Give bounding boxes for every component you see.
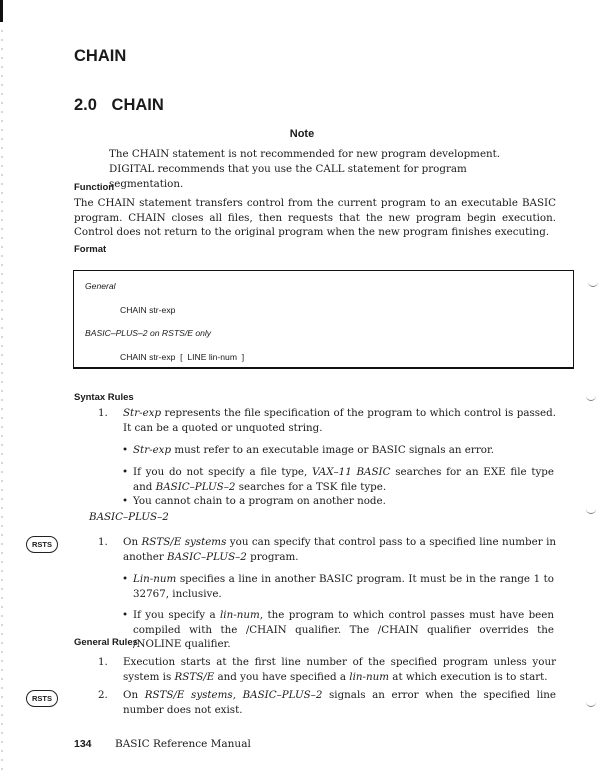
- general-rule-1: [74, 655, 556, 684]
- bullet-icon: •: [122, 573, 129, 585]
- rule-term: lin-num: [349, 670, 390, 683]
- syntax-bullet: [122, 494, 554, 509]
- bullet-text: You cannot chain to a program on another node.: [133, 495, 386, 507]
- rule-term: Str-exp: [123, 407, 162, 419]
- format-box: [73, 270, 574, 369]
- rule-number: 1.: [98, 407, 108, 419]
- rule-text: On: [123, 689, 145, 701]
- bullet-text: searches for an EXE file type and: [133, 466, 554, 493]
- format-general-syntax: CHAIN str-exp: [120, 305, 176, 315]
- bullet-text: must refer to an executable image or BASIC signals an error.: [171, 444, 495, 456]
- rule-text: and you have specified a: [214, 670, 350, 683]
- rule-text: represents the file specification of the program to which control is passed. It can be a quoted or unquoted string.: [123, 407, 556, 434]
- bullet-text: If you do not specify a file type,: [133, 466, 313, 478]
- syntax-bullet: [122, 443, 554, 458]
- rule-term: RSTS/E: [174, 670, 215, 683]
- bullet-icon: •: [122, 466, 129, 478]
- scan-edge-dots: [1, 30, 3, 770]
- bullet-text: specifies a line in another BASIC program. It must be in the range 1 to 32767, inclusive.: [133, 573, 554, 600]
- note-title: Note: [289, 128, 315, 140]
- scan-margin-mark: [586, 507, 596, 514]
- platform-bullet: [122, 608, 554, 652]
- scan-margin-mark: [586, 700, 596, 707]
- rule-number: 2.: [98, 689, 108, 701]
- bullet-icon: •: [122, 444, 129, 456]
- bullet-text: , the program to which control passes must have been compiled with the /CHAIN qualifier. The /CHAIN qualifier overrides the /NOLINE qualifier.: [133, 609, 555, 650]
- platform-bullet: [122, 572, 554, 601]
- scan-margin-mark: [588, 280, 598, 287]
- bullet-term: lin-num: [220, 609, 260, 621]
- rule-text: Execution starts at the first line number of the specified program unless your system is: [123, 656, 556, 683]
- format-platform-label: BASIC–PLUS–2 on RSTS/E only: [85, 328, 212, 338]
- note-text: The CHAIN statement is not recommended for new program development. DIGITAL recommends that you use the CALL statement for program segmentation.: [109, 148, 501, 190]
- syntax-rules-heading: Syntax Rules: [74, 392, 134, 403]
- rule-text: you can specify that control pass to a specified line number in another: [123, 536, 556, 563]
- general-rule-2: [74, 688, 556, 717]
- section-heading: [74, 96, 164, 115]
- rule-text: at which execution is to start.: [389, 670, 548, 683]
- rule-number: 1.: [98, 536, 108, 548]
- page-number: 134: [74, 738, 92, 750]
- bullet-icon: •: [122, 609, 129, 621]
- rule-text: signals an error when the specified line number does not exist.: [123, 689, 556, 716]
- bullet-icon: •: [122, 495, 129, 507]
- chapter-heading: CHAIN: [74, 47, 127, 65]
- format-platform-syntax: CHAIN str-exp [ LINE lin-num ]: [120, 352, 245, 362]
- rule-number: 1.: [98, 656, 108, 668]
- general-rules-heading: General Rules: [74, 637, 138, 648]
- rule-term: BASIC–PLUS–2: [167, 550, 247, 563]
- rule-term: RSTS/E systems, BASIC–PLUS–2: [144, 689, 323, 701]
- bullet-text: If you specify a: [133, 609, 221, 621]
- manual-title: BASIC Reference Manual: [115, 738, 251, 750]
- bullet-term: Str-exp: [133, 444, 172, 456]
- format-heading: Format: [74, 244, 107, 255]
- rsts-badge: RSTS: [26, 536, 58, 553]
- rule-text: On: [123, 536, 142, 548]
- section-title: CHAIN: [111, 96, 164, 114]
- bullet-term: BASIC–PLUS–2: [155, 480, 236, 493]
- scan-margin-mark: [586, 394, 596, 401]
- rule-text: program.: [246, 550, 299, 563]
- syntax-bullet: [122, 465, 554, 494]
- function-heading: Function: [74, 182, 115, 193]
- platform-rule-1: [74, 535, 556, 564]
- section-number: 2.0: [74, 96, 97, 114]
- function-text: The CHAIN statement transfers control from the current program to an executable BASIC program. CHAIN closes all files, then requests that the new program begin execution. Control does not return to the original program when the new program finishes executing.: [74, 197, 556, 238]
- format-general-label: General: [85, 281, 116, 291]
- syntax-rule-1: [74, 406, 556, 435]
- scan-edge-mark: [0, 0, 3, 22]
- bullet-term: VAX–11 BASIC: [312, 466, 391, 478]
- bullet-term: Lin-num: [133, 573, 177, 585]
- rule-term: RSTS/E systems: [141, 536, 227, 548]
- bullet-text: searches for a TSK file type.: [235, 480, 387, 493]
- platform-heading: BASIC–PLUS–2: [89, 511, 169, 523]
- rsts-badge: RSTS: [26, 690, 58, 707]
